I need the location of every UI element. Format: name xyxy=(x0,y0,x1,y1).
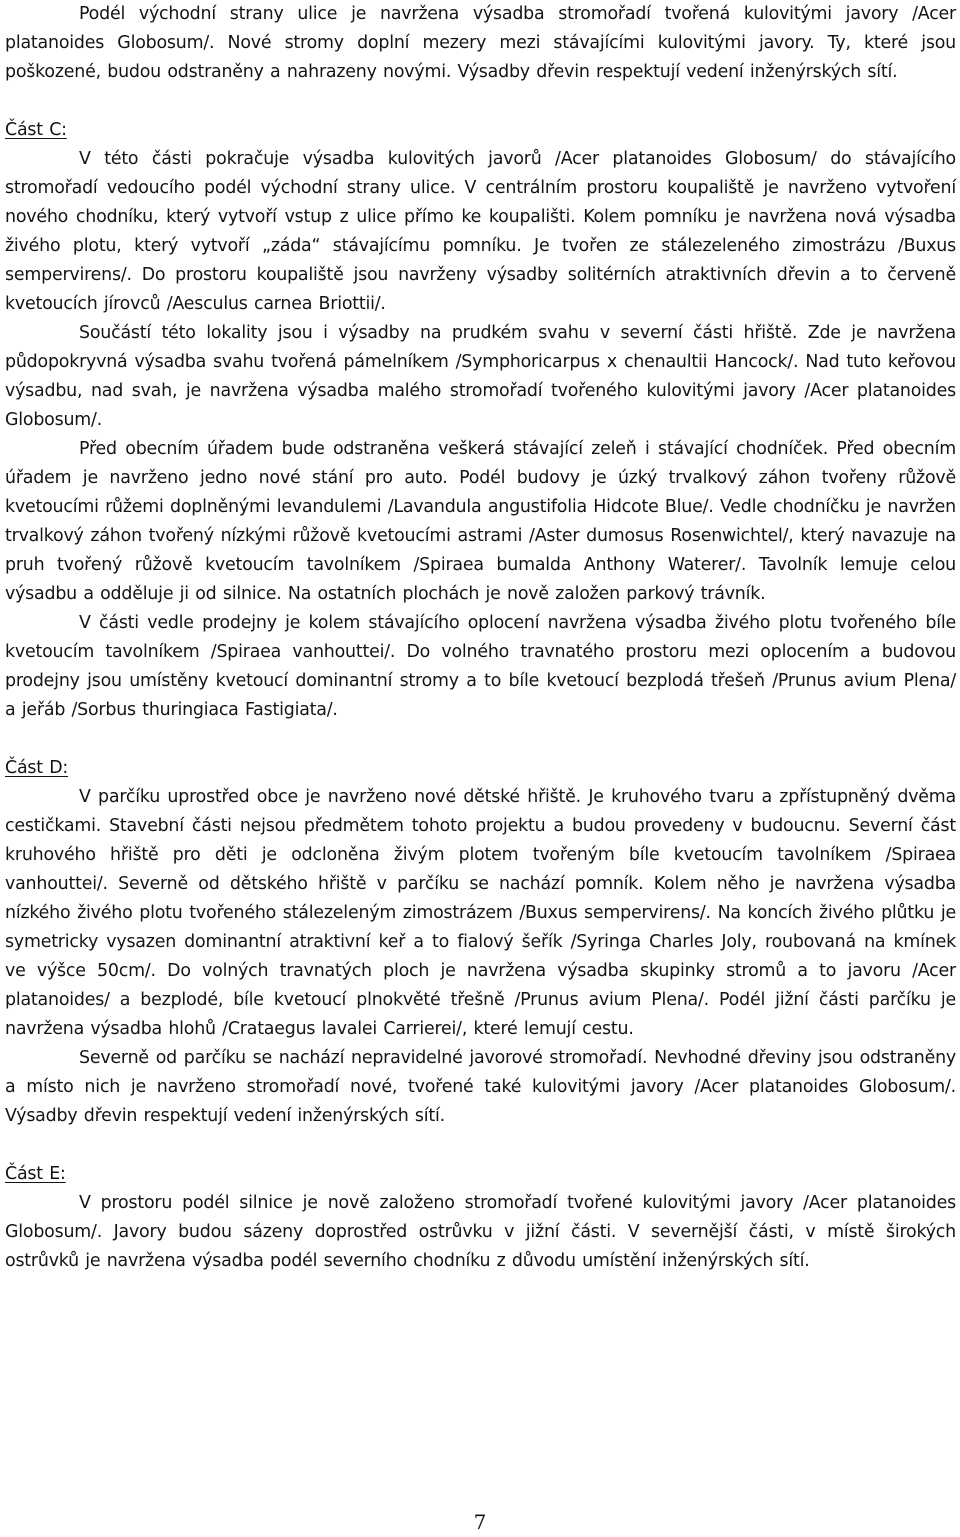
section-heading: Část C: xyxy=(5,120,67,140)
section-heading: Část D: xyxy=(5,758,69,778)
section-paragraph: Severně od parčíku se nachází nepravidelné javorové stromořadí. Nevhodné dřeviny jsou odstraněny a místo nich je navrženo stromořadí nové, tvořené také kulovitými javory /Acer platanoides Globosum/. Výsadby dřevin respektují vedení inženýrských sítí. xyxy=(5,1048,956,1126)
page-number: 7 xyxy=(473,1510,487,1534)
section-paragraph: V parčíku uprostřed obce je navrženo nové dětské hřiště. Je kruhového tvaru a zpřístupněný dvěma cestičkami. Stavební části nejsou předmětem tohoto projektu a budou provedeny v budoucnu. Severní část kruhového hřiště pro děti je odcloněna živým plotem tvořeným bíle kvetoucím tavolníkem /Spiraea vanhouttei/. Severně od dětského hřiště v parčíku se nachází pomník. Kolem něho je navržena výsadba nízkého živého plotu tvořeného stálezeleným zimostrázem /Buxus sempervirens/. Na koncích živého plůtku je symetricky vysazen dominantní atraktivní keř a to fialový šeřík /Syringa Charles Joly, roubovaná na kmínek ve výšce 50cm/. Do volných travnatých ploch je navržena výsadba skupinky stromů a to javoru /Acer platanoides/ a bezplodé, bíle kvetoucí plnokvěté třešně /Prunus avium Plena/. Podél jižní části parčíku je navržena výsadba hlohů /Crataegus lavalei Carrierei/, které lemují cestu. xyxy=(5,787,956,1039)
section-heading: Část E: xyxy=(5,1164,66,1184)
section-paragraph: V části vedle prodejny je kolem stávajícího oplocení navržena výsadba živého plotu tvořeného bíle kvetoucím tavolníkem /Spiraea vanhouttei/. Do volného travnatého prostoru mezi oplocením a budovou prodejny jsou umístěny kvetoucí dominantní stromy a to bíle kvetoucí bezplodá třešeň /Prunus avium Plena/ a jeřáb /Sorbus thuringiaca Fastigiata/. xyxy=(5,613,956,720)
section-c xyxy=(5,116,956,725)
section-paragraph: Součástí této lokality jsou i výsadby na prudkém svahu v severní části hřiště. Zde je navržena půdopokryvná výsadba svahu tvořená pámelníkem /Symphoricarpus x chenaultii Hancock/. Nad tuto keřovou výsadbu, nad svah, je navržena výsadba malého stromořadí tvořeného kulovitými javory /Acer platanoides Globosum/. xyxy=(5,323,956,430)
section-paragraph: V prostoru podél silnice je nově založeno stromořadí tvořené kulovitými javory /Acer platanoides Globosum/. Javory budou sázeny doprostřed ostrůvku v jižní části. V severnější části, v místě širokých ostrůvků je navržena výsadba podél severního chodníku z důvodu umístění inženýrských sítí. xyxy=(5,1193,956,1271)
section-spacer xyxy=(5,87,956,116)
section-spacer xyxy=(5,725,956,754)
section-paragraph: Před obecním úřadem bude odstraněna veškerá stávající zeleň i stávající chodníček. Před obecním úřadem je navrženo jedno nové stání pro auto. Podél budovy je úzký trvalkový záhon tvořeny růžově kvetoucími růžemi doplněnými levandulemi /Lavandula angustifolia Hidcote Blue/. Vedle chodníčku je navržen trvalkový záhon tvořený nízkými růžově kvetoucími astrami /Aster dumosus Rosenwichtel/, který navazuje na pruh tvořený růžově kvetoucím tavolníkem /Spiraea bumalda Anthony Waterer/. Tavolník lemuje celou výsadbu a odděluje ji od silnice. Na ostatních plochách je nově založen parkový trávník. xyxy=(5,439,956,604)
section-paragraph: V této části pokračuje výsadba kulovitých javorů /Acer platanoides Globosum/ do stávajícího stromořadí vedoucího podél východní strany ulice. V centrálním prostoru koupaliště je navrženo vytvoření nového chodníku, který vytvoří vstup z ulice přímo ke koupališti. Kolem pomníku je navržena nová výsadba živého plotu, který vytvoří „záda“ stávajícímu pomníku. Je tvořen ze stálezeleného zimostrázu /Buxus sempervirens/. Do prostoru koupaliště jsou navrženy výsadby solitérních atraktivních dřevin a to červeně kvetoucích jírovců /Aesculus carnea Briottii/. xyxy=(5,149,956,314)
section-e xyxy=(5,1160,956,1276)
section-spacer xyxy=(5,1131,956,1160)
section-d xyxy=(5,754,956,1131)
intro-paragraph: Podél východní strany ulice je navržena výsadba stromořadí tvořená kulovitými javory /Acer platanoides Globosum/. Nové stromy doplní mezery mezi stávajícími kulovitými javory. Ty, které jsou poškozené, budou odstraněny a nahrazeny novými. Výsadby dřevin respektují vedení inženýrských sítí. xyxy=(5,4,956,82)
document-page xyxy=(5,0,956,1276)
